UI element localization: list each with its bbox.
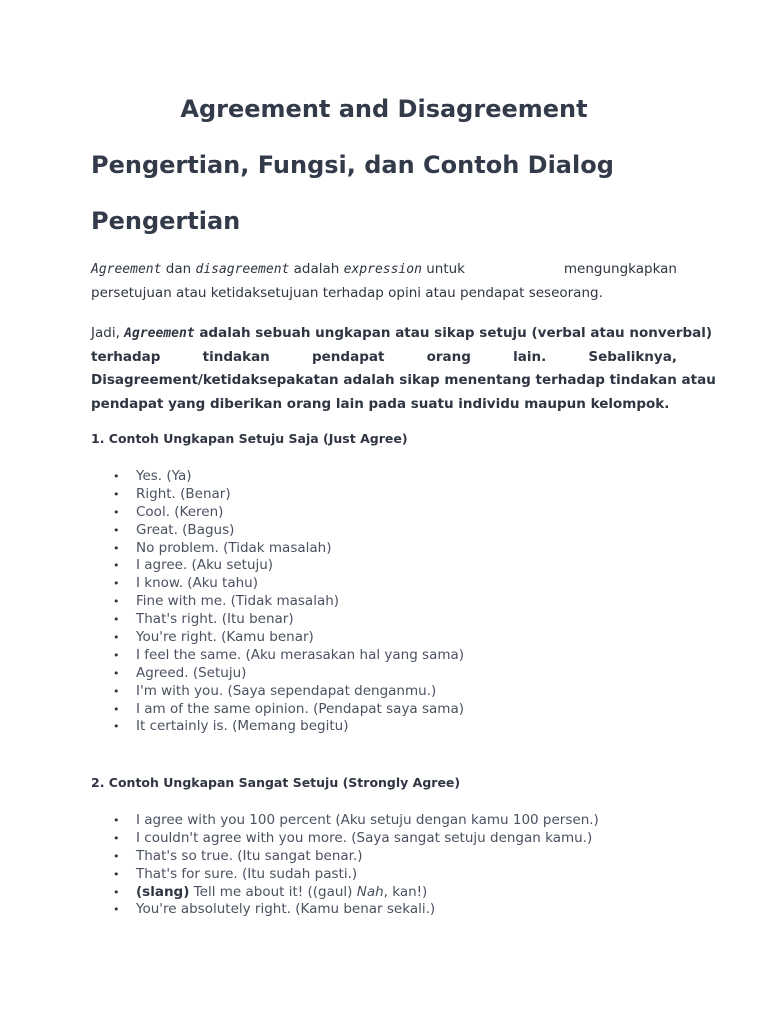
text-segment: adalah: [289, 261, 344, 277]
list-item: [91, 629, 464, 647]
list-item-text: Great. (Bagus): [136, 521, 235, 538]
list-item-text: That's right. (Itu benar): [136, 611, 294, 628]
bullet-icon: •: [113, 885, 120, 899]
list-item: [91, 718, 464, 736]
bullet-icon: •: [113, 849, 120, 863]
paragraph-line: [91, 322, 713, 346]
line-segment: [91, 258, 465, 282]
list-item: [91, 593, 464, 611]
section-heading-just-agree: 1. Contoh Ungkapan Setuju Saja (Just Agree): [91, 431, 408, 446]
list-item: [91, 486, 464, 504]
list-item: [91, 557, 464, 575]
section-heading-pengertian: Pengertian: [91, 207, 241, 235]
list-item-text: , kan!): [383, 883, 428, 900]
list-item-text: I know. (Aku tahu): [136, 575, 258, 592]
list-item-text: I couldn't agree with you more. (Saya sangat setuju dengan kamu.): [136, 829, 593, 846]
list-item-text: Agreed. (Setuju): [136, 664, 247, 681]
paragraph-line: [91, 282, 677, 306]
paragraph-explanation: [91, 322, 716, 416]
bullet-icon: •: [113, 541, 120, 555]
text-segment: adalah sebuah ungkapan atau sikap setuju (verbal atau nonverbal): [194, 325, 713, 341]
bullet-icon: •: [113, 648, 120, 662]
paragraph-line: [91, 258, 677, 282]
text-segment: dan: [161, 261, 196, 277]
bullet-icon: •: [113, 613, 120, 627]
slang-tag: (slang): [136, 883, 190, 900]
bullet-icon: •: [113, 470, 120, 483]
list-item-text: You're absolutely right. (Kamu benar sekali.): [136, 901, 436, 918]
bullet-icon: •: [113, 720, 120, 734]
list-item-text: That's so true. (Itu sangat benar.): [136, 847, 363, 864]
text-segment: Jadi,: [91, 325, 125, 341]
bullet-icon: •: [113, 684, 120, 698]
bullet-icon: •: [113, 814, 120, 827]
bullet-icon: •: [113, 831, 120, 845]
paragraph-line: [91, 369, 716, 393]
paragraph-line: [91, 346, 677, 370]
list-item-text: That's for sure. (Itu sudah pasti.): [136, 865, 358, 882]
bullet-icon: •: [113, 559, 120, 573]
text-segment: mengungkapkan: [563, 261, 677, 277]
paragraph-definition: [91, 258, 677, 305]
list-item-text: I agree. (Aku setuju): [136, 557, 274, 574]
bullet-icon: •: [113, 903, 120, 917]
list-item: [91, 884, 599, 902]
list-item: [91, 701, 464, 719]
term-expression: expression: [343, 262, 422, 277]
list-item: [91, 468, 464, 486]
bullet-icon: •: [113, 595, 120, 609]
list-item-text: Cool. (Keren): [136, 503, 224, 520]
list-item-text: I feel the same. (Aku merasakan hal yang sama): [136, 646, 465, 663]
paragraph-line: [91, 393, 677, 417]
list-item: [91, 683, 464, 701]
section-heading-strongly-agree: 2. Contoh Ungkapan Sangat Setuju (Strongly Agree): [91, 775, 461, 790]
list-item-text: It certainly is. (Memang begitu): [136, 718, 349, 735]
bullet-icon: •: [113, 577, 120, 591]
list-item: [91, 575, 464, 593]
list-item: [91, 848, 599, 866]
italic-word: Nah: [356, 883, 384, 900]
text-segment: Disagreement/ketidaksepakatan adalah sikap menentang terhadap tindakan atau: [91, 372, 716, 388]
strongly-agree-list: [91, 812, 599, 919]
bullet-icon: •: [113, 631, 120, 645]
word: Sebaliknya,: [588, 348, 677, 365]
list-item: [91, 611, 464, 629]
word: lain.: [513, 348, 547, 365]
list-item-text: Yes. (Ya): [136, 468, 192, 484]
just-agree-list: [91, 468, 464, 736]
word: orang: [426, 348, 471, 365]
text-segment: pendapat yang diberikan orang lain pada suatu individu maupun kelompok.: [91, 395, 670, 412]
list-item: [91, 866, 599, 884]
list-item: [91, 540, 464, 558]
list-item-text: Fine with me. (Tidak masalah): [136, 593, 340, 610]
list-item: [91, 830, 599, 848]
list-item-text: I'm with you. (Saya sependapat denganmu.): [136, 682, 437, 699]
text-segment: persetujuan atau ketidaksetujuan terhadap opini atau pendapat seseorang.: [91, 284, 603, 301]
bullet-icon: •: [113, 505, 120, 519]
term-agreement: Agreement: [124, 326, 195, 341]
list-item-text: I am of the same opinion. (Pendapat saya sama): [136, 700, 464, 717]
list-item: [91, 522, 464, 540]
word: tindakan: [202, 348, 270, 365]
list-item: [91, 665, 464, 683]
list-item-text: Right. (Benar): [136, 485, 231, 502]
bullet-icon: •: [113, 666, 120, 680]
word: pendapat: [311, 348, 385, 365]
list-item-text: No problem. (Tidak masalah): [136, 539, 332, 556]
text-segment: untuk: [421, 261, 465, 277]
bullet-icon: •: [113, 523, 120, 537]
list-item-text: Tell me about it! ((gaul): [189, 883, 357, 900]
bullet-icon: •: [113, 702, 120, 716]
list-item: [91, 901, 599, 919]
term-agreement: Agreement: [91, 262, 162, 277]
document-title: Agreement and Disagreement: [180, 95, 588, 123]
list-item: [91, 504, 464, 522]
article-subtitle: Pengertian, Fungsi, dan Contoh Dialog: [91, 151, 614, 179]
term-disagreement: disagreement: [195, 262, 290, 277]
bullet-icon: •: [113, 867, 120, 881]
word: terhadap: [91, 348, 161, 365]
list-item: [91, 647, 464, 665]
list-item-text: I agree with you 100 percent (Aku setuju dengan kamu 100 persen.): [136, 812, 599, 828]
list-item: [91, 812, 599, 830]
bullet-icon: •: [113, 487, 120, 501]
list-item-text: You're right. (Kamu benar): [136, 629, 314, 646]
